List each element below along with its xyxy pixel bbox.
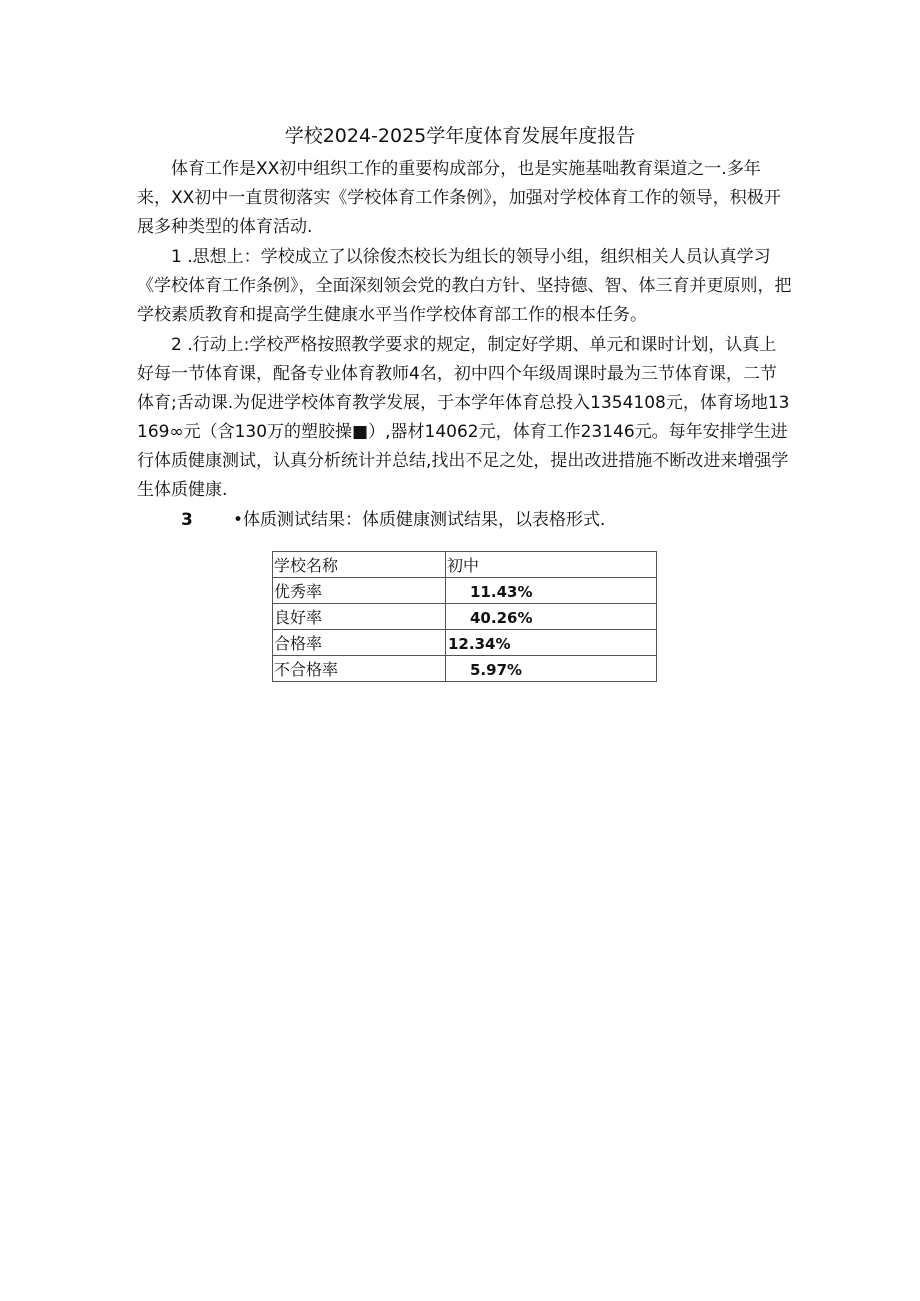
- table-cell-value: 12.34%: [446, 630, 657, 656]
- table-header-label: 学校名称: [273, 552, 446, 578]
- section-3-text: •体质测试结果：体质健康测试结果，以表格形式.: [233, 510, 606, 530]
- table-cell-label: 良好率: [273, 604, 446, 630]
- section-3-number: 3: [181, 510, 193, 530]
- table-cell-value: 5.97%: [446, 656, 657, 682]
- table-cell-label: 合格率: [273, 630, 446, 656]
- section-1-paragraph: 1 .思想上：学校成立了以徐俊杰校长为组长的领导小组，组织相关人员认真学习《学校体育工作条例》，全面深刻领会党的教白方针、坚持德、智、体三育并更原则，把学校素质教育和提高学生健康水平当作学校体育部工作的根本任务。: [137, 247, 792, 325]
- table-row: [273, 578, 657, 604]
- table-row: [273, 656, 657, 682]
- section-2-paragraph: 2 .行动上:学校严格按照教学要求的规定，制定好学期、单元和课时计划，认真上好每一节体育课，配备专业体育教师4名，初中四个年级周课时最为三节体育课，二节体育;舌动课.为促进学校体育教学发展，于本学年体育总投入1354108元，体育场地13169∞元（含130万的塑胶操■）,器材14062元，体育工作23146元。每年安排学生进行体质健康测试，认真分析统计并总结,找出不足之处，提出改进措施不断改进来增强学生体质健康.: [137, 335, 790, 500]
- fitness-results-table: [272, 551, 657, 682]
- table-row: [273, 604, 657, 630]
- table-cell-value: 11.43%: [446, 578, 657, 604]
- section-3-paragraph: [181, 508, 605, 532]
- table-cell-value: 40.26%: [446, 604, 657, 630]
- document-title: 学校2024-2025学年度体育发展年度报告: [284, 125, 636, 147]
- intro-paragraph: 体育工作是XX初中组织工作的重要构成部分，也是实施基咄教育渠道之一.多年来，XX初中一直贯彻落实《学校体育工作条例》，加强对学校体育工作的领导，积极开展多种类型的体育活动.: [137, 159, 781, 237]
- table-header-value: 初中: [446, 552, 657, 578]
- table-row: [273, 630, 657, 656]
- table-cell-label: 不合格率: [273, 656, 446, 682]
- table-cell-label: 优秀率: [273, 578, 446, 604]
- table-header-row: [273, 552, 657, 578]
